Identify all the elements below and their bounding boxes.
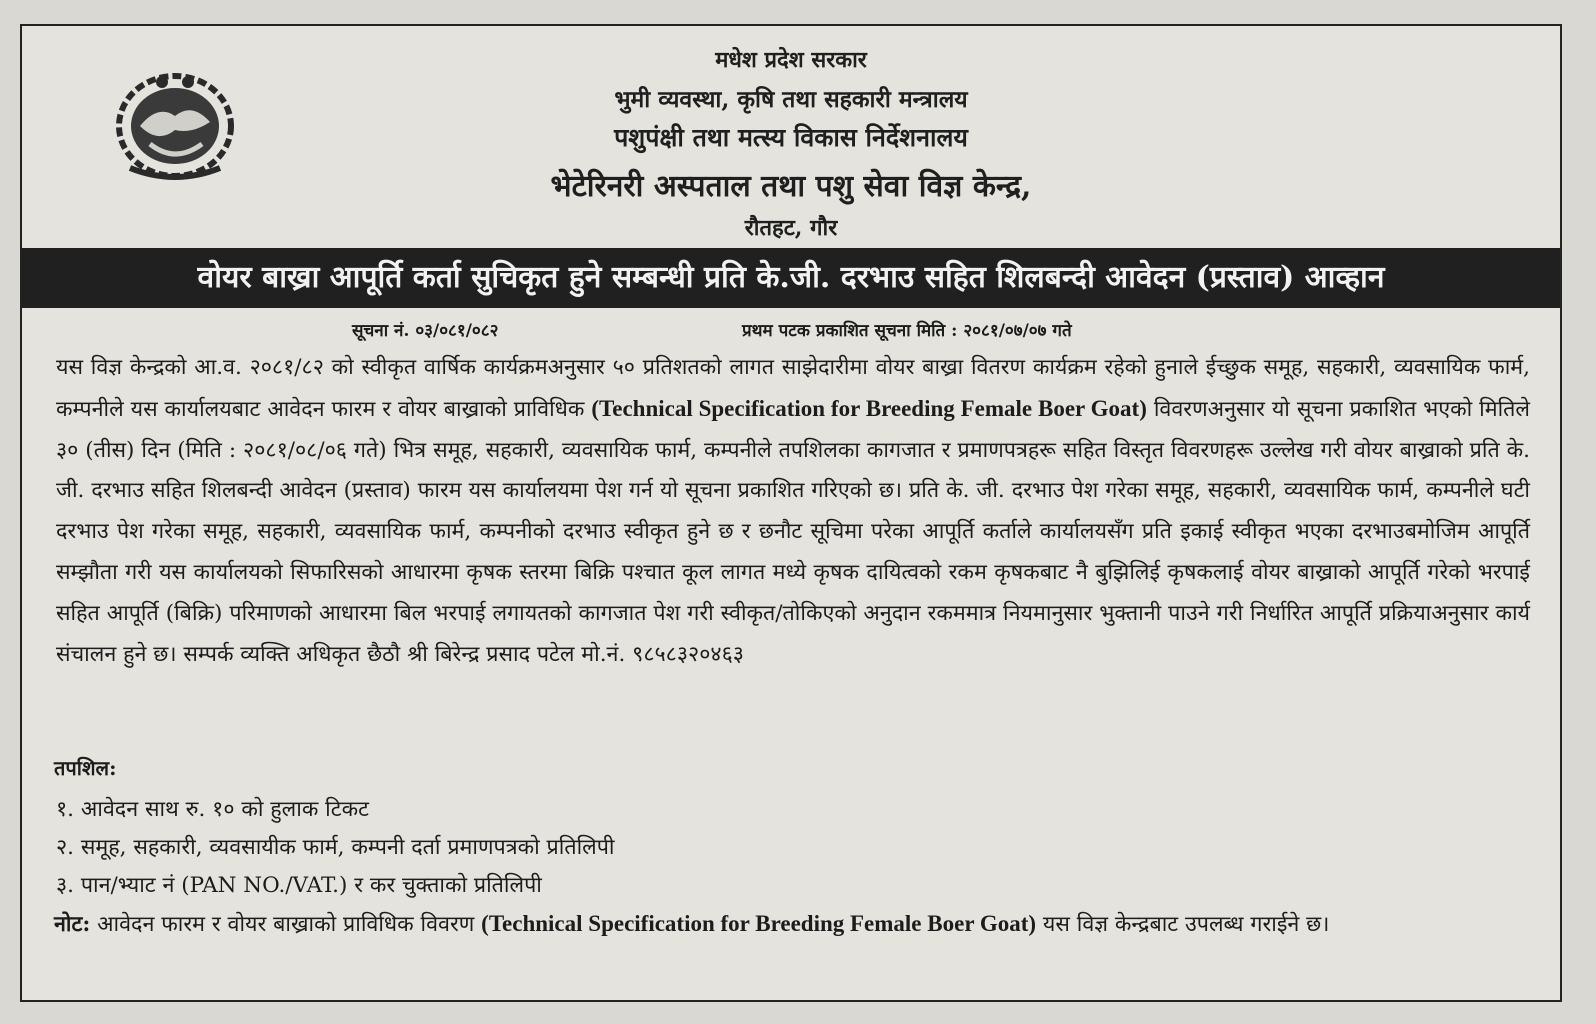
body-english-spec: (Technical Specification for Breeding Female Boer Goat) [591,395,1147,421]
header-office: भेटेरिनरी अस्पताल तथा पशु सेवा विज्ञ केन्द्र, [550,169,1032,204]
schedule-item: २. समूह, सहकारी, व्यवसायीक फार्म, कम्पनी दर्ता प्रमाणपत्रको प्रतिलिपी [56,835,615,860]
schedule-item: १. आवेदन साथ रु. १० को हुलाक टिकट [56,797,369,822]
schedule-title: तपशिल: [54,756,117,780]
note-text-part1: आवेदन फारम र वोयर बाख्राको प्राविधिक विवरण [90,912,482,937]
header-location: रौतहट, गौर [744,215,838,241]
notice-date: प्रथम पटक प्रकाशित सूचना मिति : २०८१/०७/०७ गते [742,321,1072,341]
body-text-part1: यस विज्ञ केन्द्रको आ.व. २०८१/८२ को स्वीकृत वार्षिक कार्यक्रमअनुसार ५० प्रतिशतको लागत साझेदारीमा वोयर बाख्रा वितरण कार्यक्रम रहेको हुनाले ईच्छुक समूह, सहकारी, व्यवसायिक फार्म, कम्पनीले यस कार्यालयबाट आवेदन फारम र वोयर बाख्राको प्राविधिक [56,355,1530,422]
header-government: मधेश प्रदेश सरकार [715,47,867,73]
body-text-part2: विवरणअनुसार यो सूचना प्रकाशित भएको मितिले ३० (तीस) दिन (मिति : २०८१/०८/०६ गते) भित्र समूह, सहकारी, व्यवसायिक फार्म, कम्पनीले तपशिलका कागजात र प्रमाणपत्रहरू सहित विस्तृत विवरणहरू उल्लेख गरी वोयर बाख्राको प्रति के. जी. दरभाउ सहित शिलबन्दी आवेदन (प्रस्ताव) फारम यस कार्यालयमा पेश गर्न यो सूचना प्रकाशित गरिएको छ। प्रति के. जी. दरभाउ पेश गरेका समूह, सहकारी, व्यवसायिक फार्म, कम्पनीले घटी दरभाउ पेश गरेका समूह, सहकारी, व्यवसायिक फार्म, कम्पनीको दरभाउ स्वीकृत हुने छ र छनौट सूचिमा परेका आपूर्ति कर्ताले कार्यालयसँग प्रति इकाई स्वीकृत भएका दरभाउबमोजिम आपूर्ति सम्झौता गरी यस कार्यालयको सिफारिसको आधारमा कृषक स्तरमा बिक्रि पश्चात कूल लागत मध्ये कृषक दायित्वको रकम कृषकबाट नै बुझिलिई कृषकलाई वोयर बाख्राको आपूर्ति गरेको भरपाई सहित आपूर्ति (बिक्रि) परिमाणको आधारमा बिल भरपाई लगायतको कागजात पेश गरी स्वीकृत/तोकिएको अनुदान रकममात्र नियमानुसार भुक्तानी पाउने गरी निर्धारित आपूर्ति प्रक्रियाअनुसार कार्य संचालन हुने छ। सम्पर्क व्यक्ति अधिकृत छैठौ श्री बिरेन्द्र प्रसाद पटेल मो.नं. ९८५८३२०४६३ [56,396,1530,667]
schedule-item: ३. पान/भ्याट नं (PAN NO./VAT.) र कर चुक्ताको प्रतिलिपी [56,873,542,898]
note-text-part2: यस विज्ञ केन्द्रबाट उपलब्ध गराईने छ। [1036,912,1330,937]
notice-sheet [20,24,1562,1002]
notice-body [56,348,1530,675]
notice-number: सूचना नं. ०३/०८१/०८२ [352,321,499,341]
header-ministry: भुमी व्यवस्था, कृषि तथा सहकारी मन्त्रालय [614,86,968,113]
note-label: नोट: [54,912,91,937]
note-paragraph [54,906,1530,943]
note-english-spec: (Technical Specification for Breeding Female Boer Goat) [481,911,1037,936]
header-directorate: पशुपंक्षी तथा मत्स्य विकास निर्देशनालय [614,123,968,152]
notice-title-banner: वोयर बाख्रा आपूर्ति कर्ता सुचिकृत हुने सम्बन्धी प्रति के.जी. दरभाउ सहित शिलबन्दी आवेदन (प्रस्ताव) आव्हान [22,248,1560,308]
